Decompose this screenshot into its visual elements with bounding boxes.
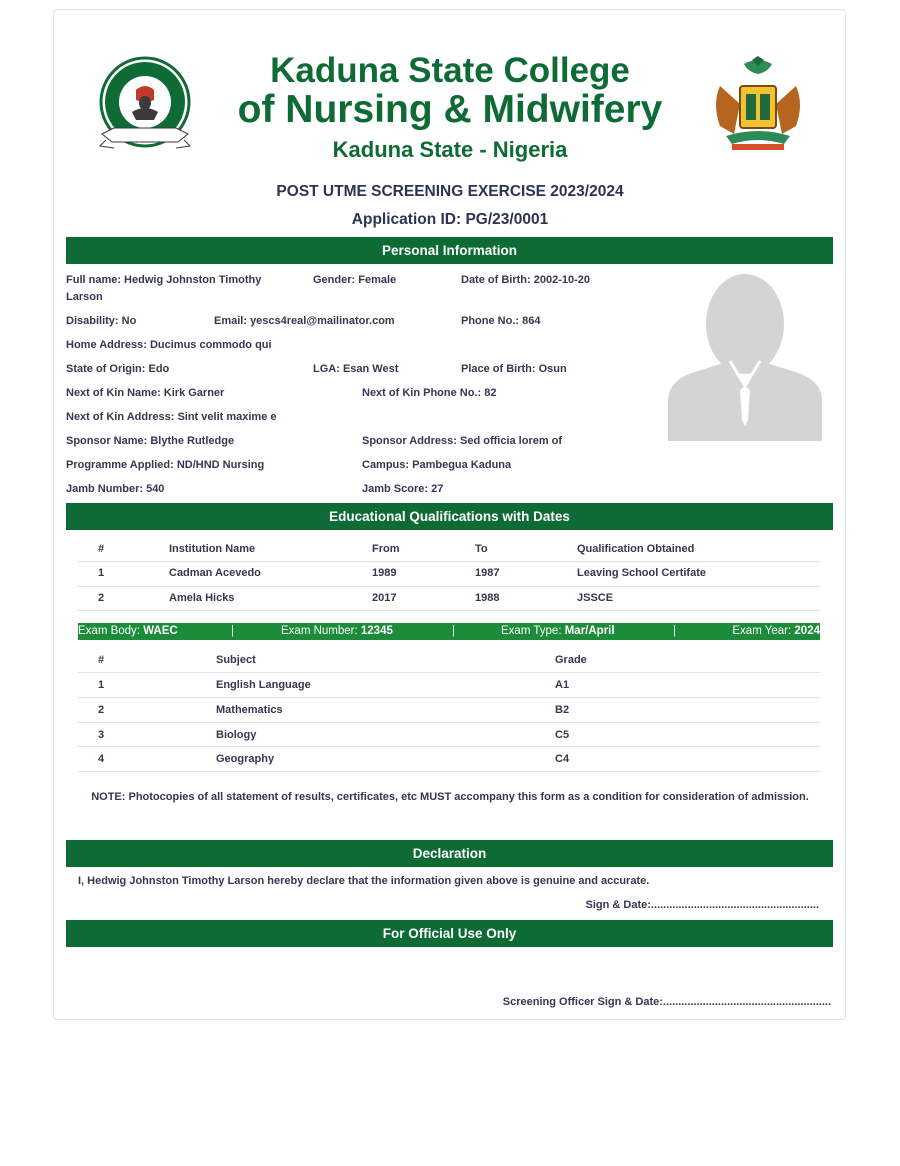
screening-officer-sign-date: Screening Officer Sign & Date:.......................................................: [502, 996, 831, 1008]
subj-cell-grade: A1: [555, 679, 570, 691]
state-coat-of-arms: [708, 56, 808, 156]
sponsor-name-field: Sponsor Name: Blythe Rutledge: [66, 435, 235, 447]
inst-cell-name: Cadman Acevedo: [169, 567, 261, 579]
exam-number-value: 12345: [360, 625, 393, 637]
exam-separator: |: [231, 625, 234, 637]
exam-number: [281, 623, 393, 640]
inst-col-to: To: [475, 543, 488, 555]
subj-cell-subject: Geography: [216, 753, 275, 765]
divider: [78, 672, 820, 673]
divider: [78, 561, 820, 562]
college-title-block: [170, 52, 730, 166]
subj-cell-number: 4: [98, 753, 105, 765]
subj-cell-number: 1: [98, 679, 105, 691]
jamb-score-field: Jamb Score: 27: [362, 483, 444, 495]
exam-body-label: Exam Body:: [78, 625, 144, 637]
college-state-line: Kaduna State - Nigeria: [332, 137, 568, 162]
college-name-line1: Kaduna State College: [270, 51, 630, 90]
divider: [78, 771, 820, 772]
subj-col-number: #: [98, 654, 105, 666]
exam-year-value: 2024: [794, 625, 820, 637]
inst-cell-number: 1: [98, 567, 105, 579]
inst-cell-to: 1988: [475, 592, 500, 604]
exam-year-label: Exam Year:: [732, 625, 795, 637]
official-use-header: For Official Use Only: [66, 920, 833, 947]
exam-type: [501, 623, 615, 640]
lga-field: LGA: Esan West: [313, 363, 399, 375]
subj-cell-number: 3: [98, 729, 105, 741]
full-name-field: Full name: Hedwig Johnston Timothy Larson: [66, 274, 262, 303]
subj-cell-number: 2: [98, 704, 105, 716]
next-of-kin-address-field: Next of Kin Address: Sint velit maxime e: [66, 411, 277, 423]
disability-field: Disability: No: [66, 315, 137, 327]
exam-number-label: Exam Number:: [281, 625, 361, 637]
phone-field: Phone No.: 864: [461, 315, 541, 327]
inst-col-from: From: [372, 543, 400, 555]
personal-info-header: Personal Information: [66, 237, 833, 264]
next-of-kin-name-field: Next of Kin Name: Kirk Garner: [66, 387, 225, 399]
subj-cell-subject: English Language: [216, 679, 311, 691]
inst-cell-name: Amela Hicks: [169, 592, 235, 604]
exam-body: [78, 623, 178, 640]
subj-cell-grade: B2: [555, 704, 570, 716]
inst-col-qualification: Qualification Obtained: [577, 543, 695, 555]
exam-info-bar: [78, 623, 820, 640]
college-name-line2: of Nursing & Midwifery: [237, 88, 663, 131]
subj-cell-grade: C4: [555, 753, 570, 765]
exam-separator: |: [452, 625, 455, 637]
declaration-header: Declaration: [66, 840, 833, 867]
avatar-placeholder-icon: [660, 264, 830, 444]
divider: [78, 697, 820, 698]
passport-photo: [660, 264, 830, 444]
jamb-number-field: Jamb Number: 540: [66, 483, 165, 495]
exam-separator: |: [673, 625, 676, 637]
education-header: Educational Qualifications with Dates: [66, 503, 833, 530]
subj-cell-grade: C5: [555, 729, 570, 741]
application-id: Application ID: PG/23/0001: [351, 211, 549, 228]
sponsor-address-field: Sponsor Address: Sed officia lorem of: [362, 435, 563, 447]
inst-cell-to: 1987: [475, 567, 500, 579]
declaration-text: I, Hedwig Johnston Timothy Larson hereby declare that the information given above is genuine and accurate.: [78, 875, 650, 887]
divider: [78, 610, 820, 611]
subj-col-subject: Subject: [216, 654, 256, 666]
campus-field: Campus: Pambegua Kaduna: [362, 459, 512, 471]
exam-body-value: WAEC: [143, 625, 178, 637]
email-field: Email: yescs4real@mailinator.com: [214, 315, 395, 327]
exam-type-label: Exam Type:: [501, 625, 565, 637]
inst-col-name: Institution Name: [169, 543, 256, 555]
gender-field: Gender: Female: [313, 274, 397, 286]
divider: [78, 586, 820, 587]
subj-cell-subject: Mathematics: [216, 704, 283, 716]
photocopy-note: NOTE: Photocopies of all statement of results, certificates, etc MUST accompany this form as a condition for consideration of admission.: [91, 791, 809, 803]
state-of-origin-field: State of Origin: Edo: [66, 363, 170, 375]
exam-type-value: Mar/April: [564, 625, 615, 637]
inst-cell-number: 2: [98, 592, 105, 604]
inst-cell-qualification: Leaving School Certifate: [577, 567, 706, 579]
place-of-birth-field: Place of Birth: Osun: [461, 363, 567, 375]
applicant-sign-date: Sign & Date:.......................................................: [585, 899, 819, 911]
dob-field: Date of Birth: 2002-10-20: [461, 274, 590, 286]
inst-cell-from: 1989: [372, 567, 397, 579]
programme-field: Programme Applied: ND/HND Nursing: [66, 459, 265, 471]
inst-col-number: #: [98, 543, 105, 555]
divider: [78, 746, 820, 747]
inst-cell-from: 2017: [372, 592, 397, 604]
home-address-field: Home Address: Ducimus commodo qui: [66, 339, 272, 351]
divider: [78, 722, 820, 723]
exam-year: [732, 623, 820, 640]
inst-cell-qualification: JSSCE: [577, 592, 614, 604]
next-of-kin-phone-field: Next of Kin Phone No.: 82: [362, 387, 497, 399]
subj-col-grade: Grade: [555, 654, 587, 666]
screening-title: POST UTME SCREENING EXERCISE 2023/2024: [276, 183, 624, 200]
subj-cell-subject: Biology: [216, 729, 257, 741]
